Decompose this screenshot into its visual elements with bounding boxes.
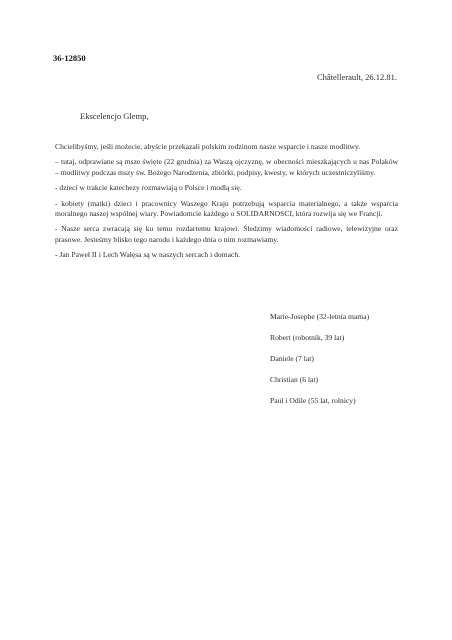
paragraph: - Jan Paweł II i Lech Wałęsa są w naszych sercach i domach. — [55, 250, 241, 260]
signature-line: Marie-Josephe (32-letnia mama) — [270, 312, 370, 321]
paragraph: - Nasze serca zwracają się ku temu rozdartemu krajowi. Śledzimy wiadomości radiowe, telewizyjne oraz prasowe. Jesteśmy blisko tego narodu i każdego dnia o nim rozmawiamy. — [55, 224, 398, 244]
signature-line: Christian (6 lat) — [270, 374, 319, 384]
dateline: Châtellerault, 26.12.81. — [316, 72, 397, 82]
signature-line: Robert (robotnik, 39 lat) — [270, 332, 345, 342]
paragraph: - dzieci w trakcie katechezy rozmawiają o Polsce i modlą się. — [55, 183, 242, 193]
letter-body — [55, 142, 398, 266]
document-id: 36-12850 — [53, 53, 86, 63]
salutation: Ekscelencjo Glemp, — [80, 111, 149, 121]
signature-line: Paul i Odile (55 lat, rolnicy) — [270, 395, 356, 405]
signature-block — [270, 312, 369, 417]
paragraph: – tutaj, odprawiane są msze święte (22 grudnia) za Waszą ojczyznę, w obecności mieszkających u nas Polaków – modlitwy podczas mszy św. Bożego Narodzenia, zbiórki, podpisy, kwesty, w których uczestniczyliśmy. — [55, 157, 398, 177]
paragraph: - kobiety (matki) dzieci i pracownicy Waszego Kraju potrzebują wsparcia materialnego, a także wsparcia moralnego naszej wspólnej wiary. Powiadomcie każdego o SOLIDARNOSCI, która rozwija się we Francji. — [55, 198, 398, 219]
signature-line: Daniele (7 lat) — [270, 353, 314, 363]
paragraph: Chcielibyśmy, jeśli możecie, abyście przekazali polskim rodzinom nasze wsparcie i nasze modlitwy. — [55, 142, 361, 151]
